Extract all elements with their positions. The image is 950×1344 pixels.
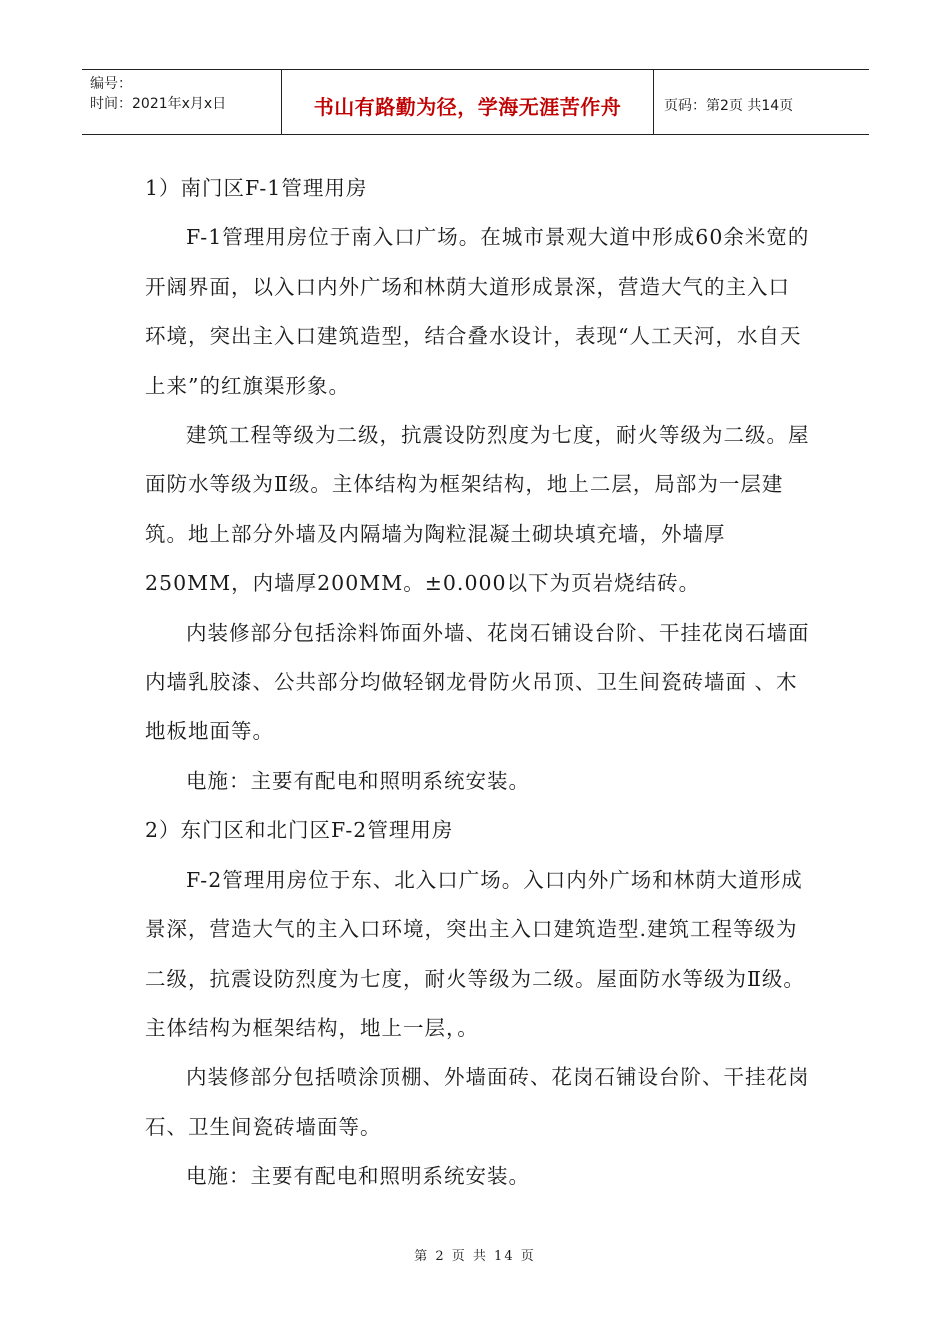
document-header [82,69,869,135]
section-2-paragraph-electrical: 电施：主要有配电和照明系统安装。 [186,1164,530,1189]
section-1-paragraph-location: F-1管理用房位于南入口广场。在城市景观大道中形成60余米宽的开阔界面，以入口内外广场和林荫大道形成景深，营造大气的主入口环境，突出主入口建筑造型，结合叠水设计，表现“人工天河，水自天上来”的红旗渠形象。 [145,225,810,398]
document-time-label: 时间：2021年x月x日 [90,96,227,112]
section-2-paragraph-finishing: 内装修部分包括喷涂顶棚、外墙面砖、花岗石铺设台阶、干挂花岗石、卫生间瓷砖墙面等。 [145,1065,810,1139]
section-1-paragraph-electrical: 电施：主要有配电和照明系统安装。 [186,768,530,793]
section-1-paragraph-finishing: 内装修部分包括涂料饰面外墙、花岗石铺设台阶、干挂花岗石墙面内墙乳胶漆、公共部分均做轻钢龙骨防火吊顶、卫生间瓷砖墙面 、木地板地面等。 [145,620,810,744]
header-page-info: 页码：第2页 共14页 [664,98,794,114]
document-body [145,164,810,1202]
section-2-paragraph-location: F-2管理用房位于东、北入口广场。入口内外广场和林荫大道形成景深，营造大气的主入口环境，突出主入口建筑造型.建筑工程等级为二级，抗震设防烈度为七度，耐火等级为二级。屋面防水等级为Ⅱ级。主体结构为框架结构，地上一层，。 [145,867,805,1040]
section-1-paragraph-structure: 建筑工程等级为二级，抗震设防烈度为七度，耐火等级为二级。屋面防水等级为Ⅱ级。主体结构为框架结构，地上二层，局部为一层建筑。地上部分外墙及内隔墙为陶粒混凝土砌块填充墙，外墙厚250MM，内墙厚200MM。±0.000以下为页岩烧结砖。 [145,423,810,596]
section-2-heading: 2）东门区和北门区F-2管理用房 [145,818,454,843]
header-page-cell [654,70,869,134]
header-meta-cell [82,70,282,134]
section-1-heading: 1）南门区F-1管理用房 [145,176,368,200]
page-footer: 第 2 页 共 14 页 [414,1249,536,1264]
header-motto-cell [282,70,654,134]
header-motto: 书山有路勤为径，学海无涯苦作舟 [313,94,622,119]
document-number-label: 编号： [90,76,132,92]
